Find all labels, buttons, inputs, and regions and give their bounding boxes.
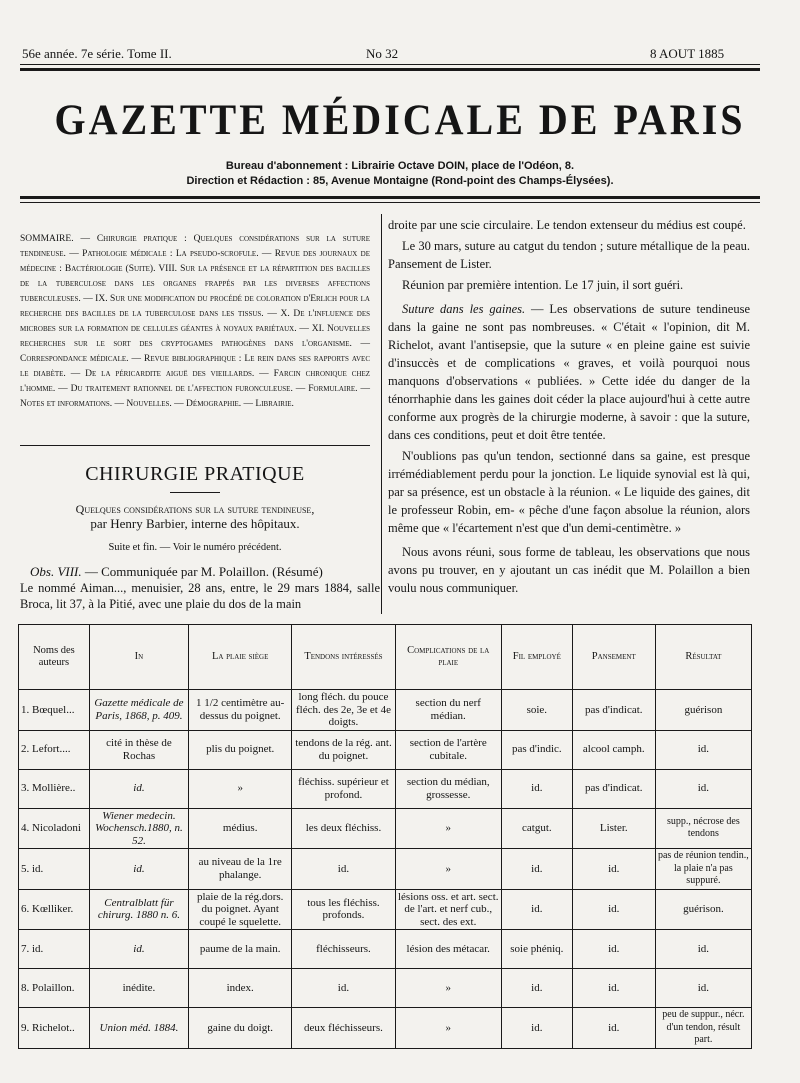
masthead-rule-thin [20, 202, 760, 203]
article-continuation-note: Suite et fin. — Voir le numéro précédent. [108, 542, 282, 553]
cell-result: id. [655, 930, 751, 969]
paragraph-4 [388, 300, 750, 444]
cell-thread: id. [501, 849, 572, 890]
observation-text: Le nommé Aiman..., menuisier, 28 ans, entre, le 29 mars 1884, salle Broca, lit 37, à la Pitié, avec une plaie du dos de la main [20, 581, 380, 611]
header-rule-thick [20, 68, 760, 71]
cell-source: id. [89, 930, 188, 969]
col-header-complications: Complications de la plaie [395, 625, 501, 690]
cell-tendons: les deux fléchiss. [292, 808, 395, 849]
cell-author: 7. id. [19, 930, 90, 969]
cell-tendons: deux fléchisseurs. [292, 1008, 395, 1049]
cell-dressing: id. [572, 849, 655, 890]
masthead-rule-thick [20, 196, 760, 199]
cell-complications: » [395, 808, 501, 849]
cell-complications: section du nerf médian. [395, 690, 501, 731]
cell-complications: » [395, 1008, 501, 1049]
cell-complications: section de l'artère cubitale. [395, 730, 501, 769]
cell-author: 5. id. [19, 849, 90, 890]
header-rule-thin [20, 64, 760, 65]
cell-wound-site: 1 1/2 centimètre au-dessus du poignet. [189, 690, 292, 731]
cell-wound-site: médius. [189, 808, 292, 849]
cell-complications: » [395, 969, 501, 1008]
cell-dressing: pas d'indicat. [572, 769, 655, 808]
cell-source: id. [89, 849, 188, 890]
cell-author: 8. Polaillon. [19, 969, 90, 1008]
summary-block [20, 232, 370, 412]
cell-complications: » [395, 849, 501, 890]
paragraph-6: Nous avons réuni, sous forme de tableau, les observations que nous avons pu trouver, en y ajoutant un cas inédit que M. Polaillon a bien voulu nous communiquer. [388, 545, 750, 595]
table-row [19, 1008, 752, 1049]
col-header-dressing: Pansement [572, 625, 655, 690]
table-body [19, 690, 752, 1049]
cell-result: id. [655, 969, 751, 1008]
cell-result: supp., nécrose des tendons [655, 808, 751, 849]
cell-dressing: Lister. [572, 808, 655, 849]
cell-source: cité in thèse de Rochas [89, 730, 188, 769]
cell-author: 9. Richelot.. [19, 1008, 90, 1049]
summary-label: SOMMAIRE. [20, 234, 74, 244]
header-date: 8 AOUT 1885 [650, 46, 725, 61]
cell-source: Gazette médicale de Paris, 1868, p. 409. [89, 690, 188, 731]
table-row [19, 769, 752, 808]
cell-result: id. [655, 769, 751, 808]
cell-thread: id. [501, 769, 572, 808]
masthead-subscription-line: Bureau d'abonnement : Librairie Octave DOIN, place de l'Odéon, 8. [225, 160, 575, 172]
table-row [19, 930, 752, 969]
cell-source: Union méd. 1884. [89, 1008, 188, 1049]
cell-dressing: id. [572, 969, 655, 1008]
paragraph-4-lead: Suture dans les gaines. [402, 302, 526, 316]
cell-thread: soie phéniq. [501, 930, 572, 969]
cell-thread: pas d'indic. [501, 730, 572, 769]
cell-author: 3. Mollière.. [19, 769, 90, 808]
cell-source: Wiener medecin. Wochensch.1880, n. 52. [89, 808, 188, 849]
cell-author: 2. Lefort.... [19, 730, 90, 769]
cell-result: peu de suppur., nécr. d'un tendon, résult part. [655, 1008, 751, 1049]
col-header-source: In [89, 625, 188, 690]
cell-wound-site: au niveau de la 1re phalange. [189, 849, 292, 890]
cell-wound-site: plaie de la rég.dors. du poignet. Ayant coupé le squelette. [189, 889, 292, 930]
cell-tendons: id. [292, 849, 395, 890]
observation-label: Obs. VIII. [30, 564, 82, 579]
cell-complications: lésion des métacar. [395, 930, 501, 969]
paragraph-4-text: — Les observations de suture tendineuse dans la gaine ne sont pas nombreuses. « C'était « l'opinion, dit M. Richelot, avant l'antisepsie, que la suture « en pleine gaine est suivie d'insuccès et de complications « graves, et voilà pourquoi nous manquons d'observations « publiées. » Cette idée du danger de la ténorrhaphie dans les gaines doit céder la place aujourd'hui à cette autre conforme aux progrès de la chirurgie moderne, à savoir : que la suture, dans ces conditions, peut et doit être tentée. [388, 302, 750, 442]
col-header-tendons: Tendons intéressés [292, 625, 395, 690]
cell-result: id. [655, 730, 751, 769]
cell-author: 6. Kœlliker. [19, 889, 90, 930]
cell-wound-site: paume de la main. [189, 930, 292, 969]
cell-thread: catgut. [501, 808, 572, 849]
table-row [19, 808, 752, 849]
table-header-row [19, 625, 752, 690]
cell-wound-site: index. [189, 969, 292, 1008]
cell-dressing: id. [572, 930, 655, 969]
table-row [19, 849, 752, 890]
summary-text: — Chirurgie pratique : Quelques considérations sur la suture tendineuse. — Pathologie médicale : La pseudo-scrofule. — Revue des journaux de médecine : Bactériologie (Suite). VIII. Sur la présence et la répartition des bacilles de la tuberculose dans les organes frappés par les diverses affections tuberculeuses. — IX. Sur une modification du procédé de coloration d'Erlich pour la recherche des bacilles de la tuberculose dans les tissus. — X. De l'influence des microbes sur la formation de cellules géantes à noyaux pariétaux. — XI. Nouvelles recherches sur le sort des cryptogames pathogènes dans l'organisme. — Correspondance médicale. — Revue bibliographique : Le rein dans ses rapports avec le diabète. — De la péricardite aiguë des vieillards. — Farcin chronique chez l'homme. — Du traitement rationnel de l'affection furonculeuse. — Formulaire. — Notes et informations. — Nouvelles. — Démographie. — Librairie. [20, 234, 370, 409]
right-column [388, 216, 750, 600]
col-header-wound-site: La plaie siège [189, 625, 292, 690]
cell-tendons: id. [292, 969, 395, 1008]
cell-author: 1. Bœquel... [19, 690, 90, 731]
cell-tendons: long fléch. du pouce fléch. des 2e, 3e et 4e doigts. [292, 690, 395, 731]
cell-wound-site: gaine du doigt. [189, 1008, 292, 1049]
table-row [19, 690, 752, 731]
cell-tendons: fléchisseurs. [292, 930, 395, 969]
cell-result: guérison. [655, 889, 751, 930]
section-title: CHIRURGIE PRATIQUE [85, 463, 305, 485]
paragraph-1: droite par une scie circulaire. Le tendon extenseur du médius est coupé. [388, 218, 746, 232]
paragraph-5: N'oublions pas qu'un tendon, sectionné dans sa gaine, est presque irrémédiablement perdu pour la jonction. Le liquide synovial est là qui, par sa présence, est un obstacle à la réunion. « Le liquide des gaines, dit le professeur Robin, em- « pêche d'une façon absolue la réunion, alors même que « l'écartement n'est que d'un demi-centimètre. » [388, 449, 750, 535]
masthead-direction-line: Direction et Rédaction : 85, Avenue Montaigne (Rond-point des Champs-Élysées). [186, 175, 614, 187]
col-header-thread: Fil employé [501, 625, 572, 690]
cell-author: 4. Nicoladoni [19, 808, 90, 849]
header-issue-number: No 32 [366, 46, 399, 61]
observation-title: — Communiquée par M. Polaillon. (Résumé) [81, 564, 323, 579]
cell-dressing: id. [572, 889, 655, 930]
table-row [19, 730, 752, 769]
cell-wound-site: » [189, 769, 292, 808]
col-header-authors: Noms des auteurs [19, 625, 90, 690]
summary-rule [20, 445, 370, 446]
cell-tendons: fléchiss. supérieur et profond. [292, 769, 395, 808]
cell-result: pas de réunion tendin., la plaie n'a pas suppuré. [655, 849, 751, 890]
cell-result: guérison [655, 690, 751, 731]
cell-complications: section du médian, grossesse. [395, 769, 501, 808]
cell-source: Centralblatt für chirurg. 1880 n. 6. [89, 889, 188, 930]
article-subtitle-1: Quelques considérations sur la suture tendineuse, [75, 502, 315, 516]
table-row [19, 889, 752, 930]
cell-dressing: id. [572, 1008, 655, 1049]
masthead-title: GAZETTE MÉDICALE DE PARIS [54, 95, 746, 144]
cell-complications: lésions oss. et art. sect. de l'art. et nerf cub., sect. des ext. [395, 889, 501, 930]
section-title-rule [170, 492, 220, 493]
cell-thread: id. [501, 1008, 572, 1049]
observation-heading [30, 564, 323, 580]
column-divider [381, 214, 382, 614]
cell-source: id. [89, 769, 188, 808]
cell-thread: id. [501, 969, 572, 1008]
observations-table [18, 624, 752, 1049]
table-row [19, 969, 752, 1008]
cell-dressing: pas d'indicat. [572, 690, 655, 731]
article-subtitle-2: par Henry Barbier, interne des hôpitaux. [90, 516, 300, 531]
cell-tendons: tendons de la rég. ant. du poignet. [292, 730, 395, 769]
paragraph-3: Réunion par première intention. Le 17 juin, il sort guéri. [402, 278, 684, 292]
cell-thread: id. [501, 889, 572, 930]
paragraph-2: Le 30 mars, suture au catgut du tendon ; suture métallique de la peau. Pansement de Lister. [388, 239, 750, 271]
cell-thread: soie. [501, 690, 572, 731]
cell-source: inédite. [89, 969, 188, 1008]
cell-tendons: tous les fléchiss. profonds. [292, 889, 395, 930]
header-volume: 56e année. 7e série. Tome II. [22, 46, 172, 61]
col-header-result: Résultat [655, 625, 751, 690]
cell-dressing: alcool camph. [572, 730, 655, 769]
cell-wound-site: plis du poignet. [189, 730, 292, 769]
